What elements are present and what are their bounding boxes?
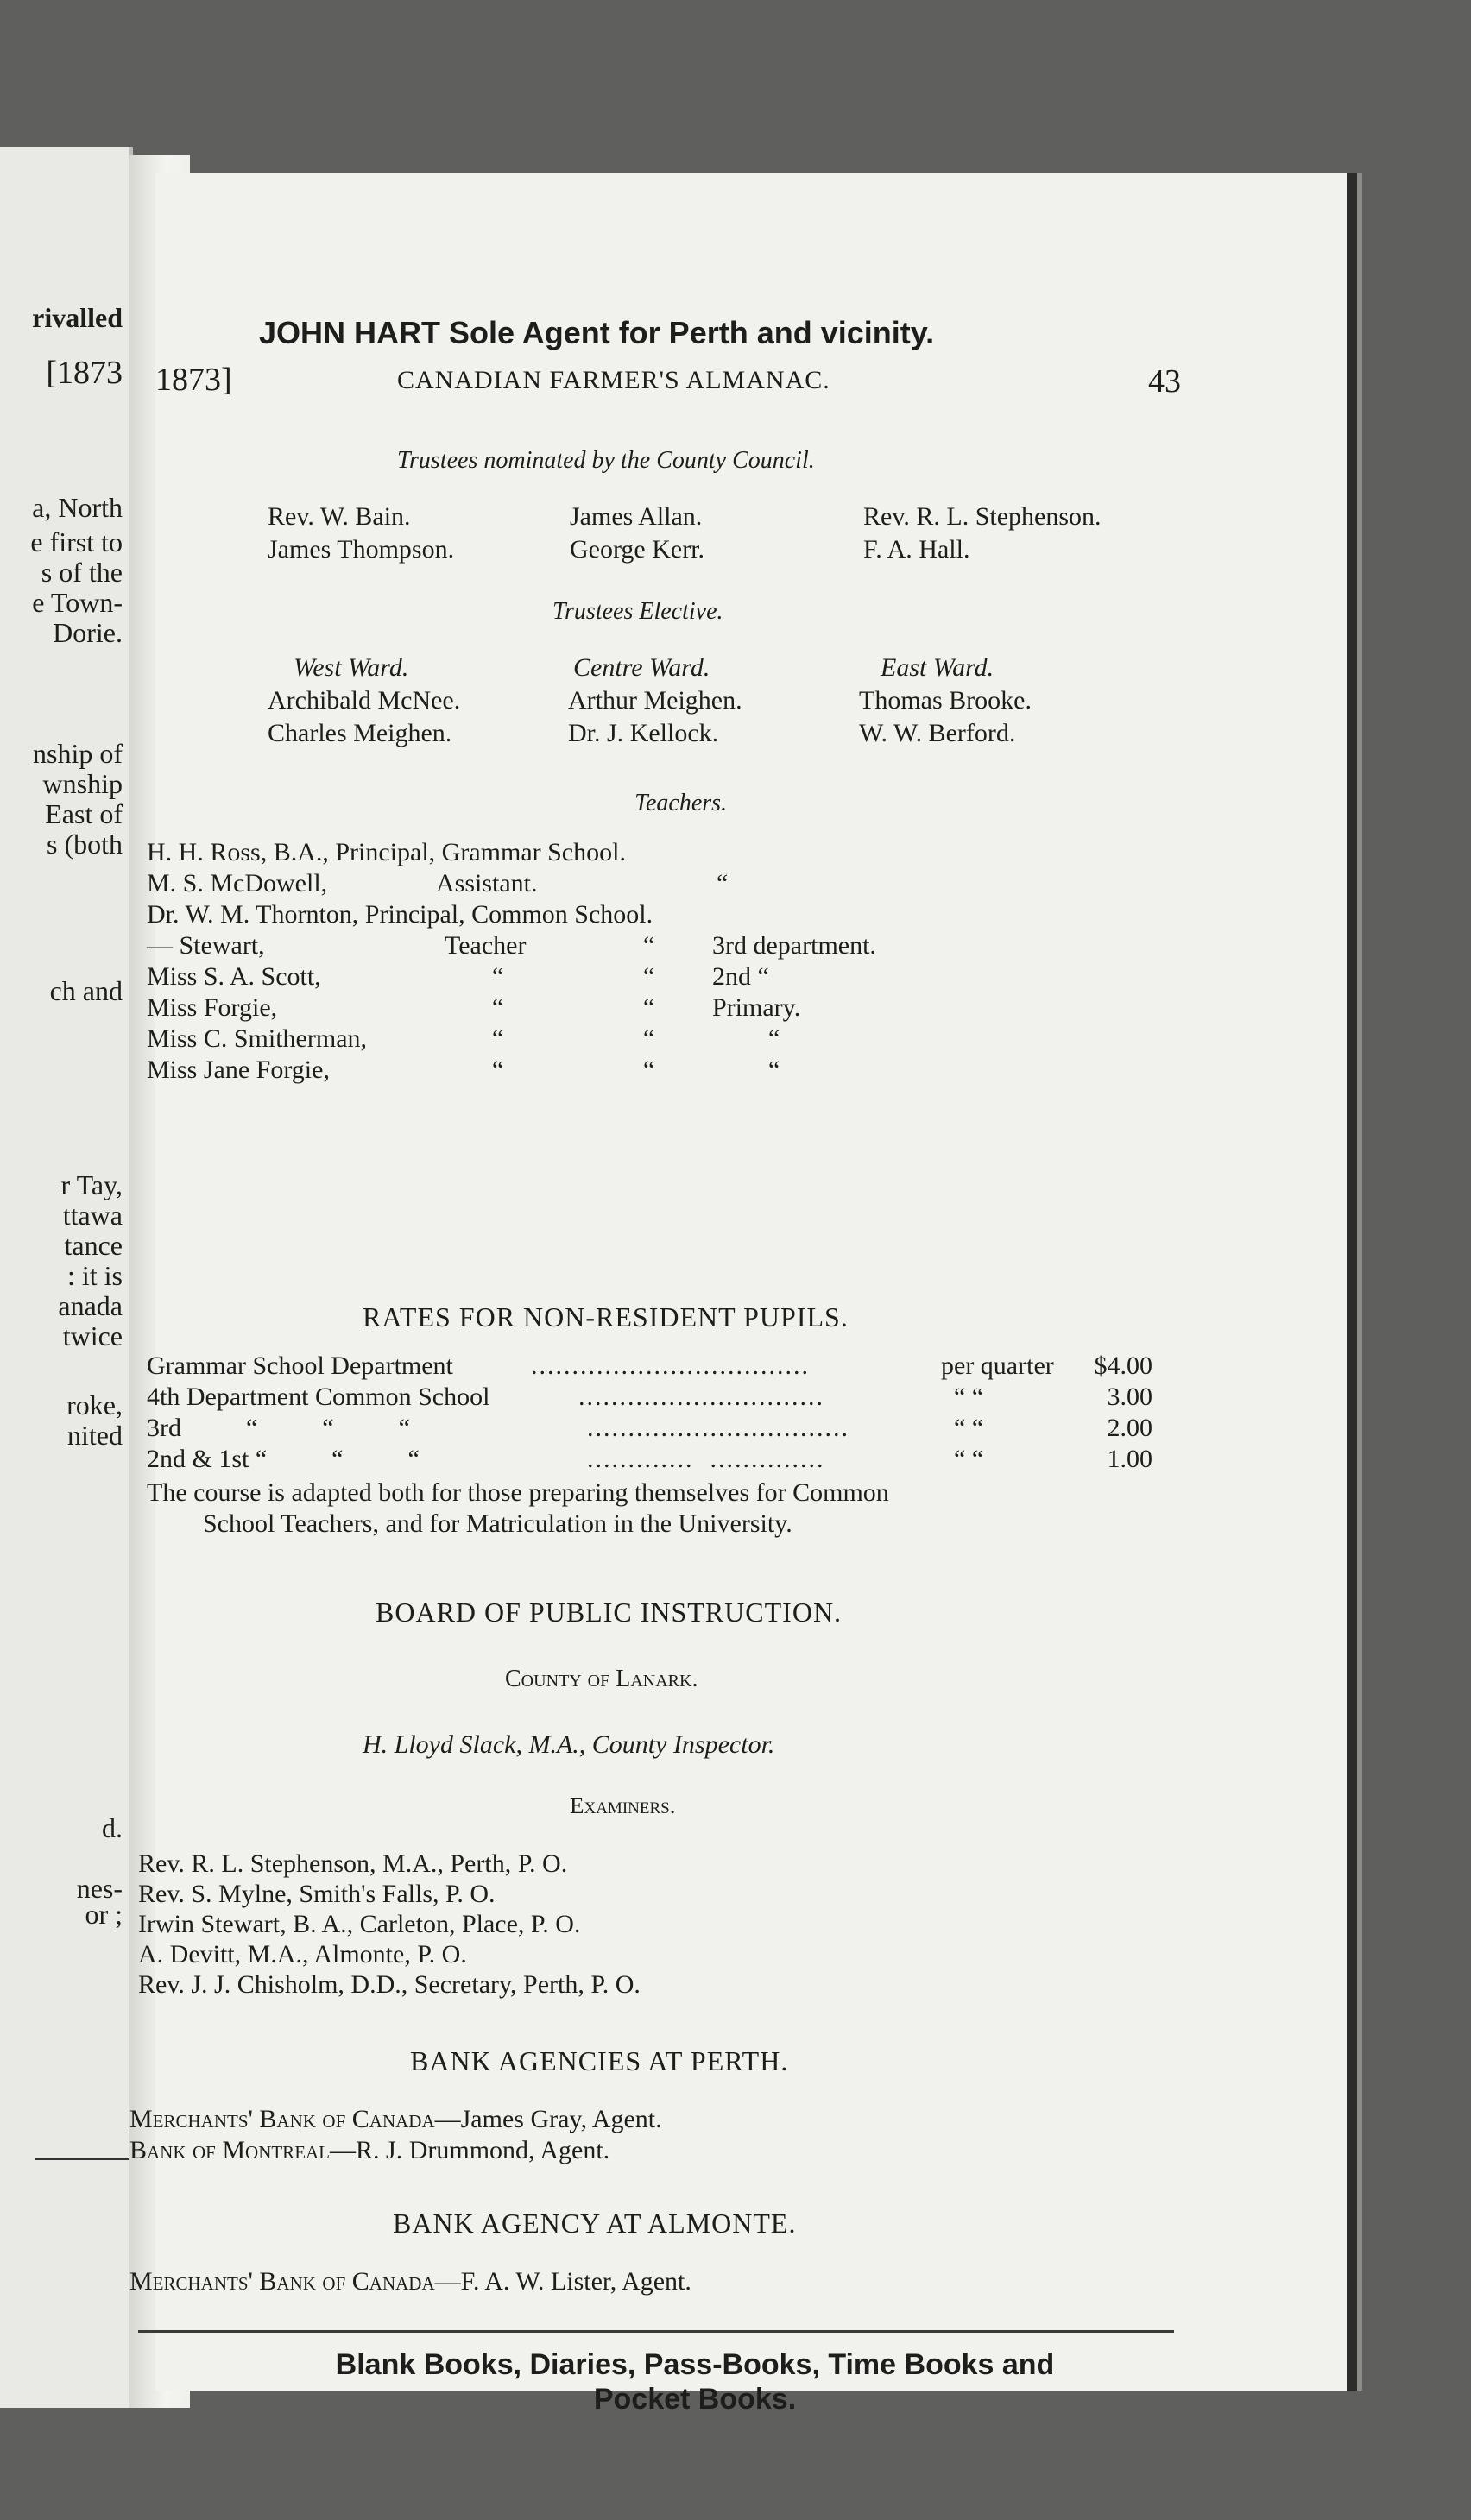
teacher-role: “	[492, 962, 504, 991]
bank-perth-heading: BANK AGENCIES AT PERTH.	[410, 2045, 789, 2076]
trustees-elective-heading: Trustees Elective.	[552, 598, 723, 625]
teacher-row	[147, 1055, 1183, 1086]
trustee-name: James Allan.	[570, 502, 703, 531]
ward-member: Charles Meighen.	[268, 719, 452, 747]
examiner: Rev. R. L. Stephenson, M.A., Perth, P. O.	[138, 1849, 568, 1878]
rates-table	[147, 1351, 1165, 1475]
ward-west	[268, 652, 460, 750]
examiners-heading: Examiners.	[570, 1792, 676, 1818]
page-number: 43	[1148, 363, 1181, 400]
bank-line	[129, 2135, 662, 2166]
teachers-heading: Teachers.	[634, 790, 728, 816]
rate-leader: ............. ..............	[587, 1445, 825, 1473]
rate-period: “ “	[954, 1445, 984, 1473]
left-page-fragment: nes-	[76, 1873, 123, 1904]
teacher-role: Assistant.	[436, 869, 538, 898]
rate-row	[147, 1413, 1165, 1444]
left-page-fragment: : it is	[66, 1260, 123, 1291]
left-page-fragment: [1873	[46, 355, 123, 391]
board-inspector: H. Lloyd Slack, M.A., County Inspector.	[363, 1730, 775, 1759]
ward-centre	[568, 652, 742, 750]
teacher-row	[147, 961, 1183, 992]
rate-label: 2nd & 1st “ “ “	[147, 1445, 420, 1473]
teacher-school: “	[643, 962, 655, 991]
trustees-council-heading: Trustees nominated by the County Council.	[397, 447, 815, 474]
teacher-dept: Primary.	[712, 993, 801, 1022]
rate-amount: $4.00	[1094, 1351, 1152, 1380]
teacher-role: “	[492, 1024, 504, 1053]
left-page-fragment: s of the	[41, 557, 123, 588]
trustee-name: George Kerr.	[570, 535, 705, 564]
rate-leader: ..............................	[578, 1383, 824, 1411]
trustee-name: Rev. R. L. Stephenson.	[863, 502, 1102, 531]
examiner: Rev. S. Mylne, Smith's Falls, P. O.	[138, 1880, 496, 1908]
teacher-school: “	[643, 1024, 655, 1053]
trustees-council-col1	[268, 501, 454, 566]
teacher-role: “	[492, 1055, 504, 1084]
examiners-list	[138, 1849, 641, 2000]
left-page-fragment: or ;	[85, 1899, 123, 1930]
teacher-name: Miss Forgie,	[147, 993, 278, 1022]
bank-perth-list	[129, 2104, 662, 2166]
ward-member: W. W. Berford.	[859, 719, 1016, 747]
left-page-fragment: East of	[45, 798, 123, 829]
trustees-council-col3	[863, 501, 1102, 566]
teacher-dept: 3rd department.	[712, 931, 876, 960]
teacher-row	[147, 930, 1183, 961]
teacher-name: Dr. W. M. Thornton, Principal, Common School.	[147, 900, 653, 929]
left-page-fragment: e first to	[30, 526, 123, 558]
ward-member: Thomas Brooke.	[859, 686, 1032, 715]
rate-row	[147, 1351, 1165, 1382]
examiner: A. Devitt, M.A., Almonte, P. O.	[138, 1940, 467, 1969]
examiner: Rev. J. J. Chisholm, D.D., Secretary, Perth, P. O.	[138, 1970, 641, 1999]
rate-amount: 3.00	[1107, 1383, 1152, 1411]
footer-advert-line: Pocket Books.	[593, 2383, 797, 2416]
teacher-row	[147, 868, 1183, 899]
rate-leader: ................................	[587, 1414, 849, 1442]
left-page-fragment: anada	[58, 1290, 123, 1321]
bank-agent: —James Gray, Agent.	[434, 2105, 662, 2133]
bank-agent: —R. J. Drummond, Agent.	[330, 2136, 610, 2164]
teacher-school: “	[717, 869, 729, 898]
ward-member: Arthur Meighen.	[568, 686, 742, 715]
left-page-fragment: twice	[62, 1320, 123, 1351]
trustee-name: Rev. W. Bain.	[268, 502, 411, 531]
teacher-role: “	[492, 993, 504, 1022]
left-page-fragment: nship of	[33, 738, 123, 769]
teacher-row	[147, 1024, 1183, 1055]
header-advert: JOHN HART Sole Agent for Perth and vicinity.	[259, 315, 935, 350]
left-page-fragment: rivalled	[32, 302, 123, 333]
teachers-list	[147, 837, 1183, 1086]
left-page-fragment: Dorie.	[53, 617, 123, 648]
rate-leader: ..................................	[531, 1351, 810, 1380]
rates-note	[147, 1477, 889, 1540]
board-heading: BOARD OF PUBLIC INSTRUCTION.	[376, 1597, 843, 1628]
left-page-fragment: tance	[64, 1230, 123, 1261]
ward-name: Centre Ward.	[573, 653, 710, 682]
left-page-fragment: e Town-	[32, 587, 123, 618]
header-year: 1873]	[155, 362, 232, 398]
teacher-name: H. H. Ross, B.A., Principal, Grammar School.	[147, 838, 626, 866]
left-page-fragment: a, North	[32, 492, 123, 523]
left-page-rule	[35, 2158, 129, 2160]
bank-name: Merchants' Bank of Canada	[129, 2105, 435, 2133]
left-page-fragment: s (both	[47, 828, 123, 860]
footer-rule	[138, 2330, 1174, 2333]
rates-note-line: School Teachers, and for Matriculation in the University.	[203, 1509, 792, 1538]
rates-heading: RATES FOR NON-RESIDENT PUPILS.	[363, 1301, 849, 1332]
teacher-name: Miss Jane Forgie,	[147, 1055, 330, 1084]
footer-advert-line: Blank Books, Diaries, Pass-Books, Time Books and	[335, 2348, 1055, 2381]
rate-amount: 2.00	[1107, 1414, 1152, 1442]
bank-almonte-heading: BANK AGENCY AT ALMONTE.	[393, 2208, 797, 2239]
trustees-council-col2	[570, 501, 704, 566]
rate-period: “ “	[954, 1414, 984, 1442]
examiner: Irwin Stewart, B. A., Carleton, Place, P. O.	[138, 1910, 581, 1938]
bank-agent: —F. A. W. Lister, Agent.	[434, 2267, 691, 2296]
left-page-fragment: wnship	[42, 768, 123, 799]
teacher-dept: 2nd “	[712, 962, 769, 991]
almanac-page	[129, 173, 1357, 2416]
board-county: County of Lanark.	[505, 1666, 698, 1692]
teacher-name: M. S. McDowell,	[147, 869, 328, 898]
teacher-name: Miss S. A. Scott,	[147, 962, 321, 991]
teacher-school: “	[643, 931, 655, 960]
teacher-role: Teacher	[445, 931, 527, 960]
teacher-name: — Stewart,	[147, 931, 265, 960]
ward-name: East Ward.	[881, 653, 994, 682]
left-page-fragment: roke,	[66, 1389, 123, 1421]
rate-period: per quarter	[941, 1351, 1054, 1380]
teacher-school: “	[643, 993, 655, 1022]
left-page-edge	[0, 147, 133, 2408]
rate-row	[147, 1382, 1165, 1413]
left-page-fragment: ch and	[49, 975, 123, 1006]
teacher-name: Miss C. Smitherman,	[147, 1024, 368, 1053]
ward-east	[859, 652, 1032, 750]
left-page-fragment: ttawa	[62, 1200, 123, 1231]
rate-row	[147, 1444, 1165, 1475]
rate-label: Grammar School Department	[147, 1351, 453, 1380]
teacher-row	[147, 837, 1183, 868]
bank-name: Bank of Montreal	[129, 2136, 331, 2164]
trustee-name: James Thompson.	[268, 535, 455, 564]
teacher-dept: “	[768, 1055, 780, 1084]
rate-period: “ “	[954, 1383, 984, 1411]
rate-label: 3rd “ “ “	[147, 1414, 410, 1442]
left-page-fragment: nited	[67, 1420, 123, 1451]
teacher-row	[147, 899, 1183, 930]
header-title: CANADIAN FARMER'S ALMANAC.	[397, 366, 830, 394]
teacher-school: “	[643, 1055, 655, 1084]
bank-line	[129, 2267, 691, 2296]
rate-amount: 1.00	[1107, 1445, 1152, 1473]
bank-line	[129, 2104, 662, 2135]
ward-member: Archibald McNee.	[268, 686, 461, 715]
teacher-row	[147, 992, 1183, 1024]
teacher-dept: “	[768, 1024, 780, 1053]
bank-name: Merchants' Bank of Canada	[129, 2267, 435, 2296]
left-page-fragment: d.	[102, 1812, 123, 1843]
rates-note-line: The course is adapted both for those preparing themselves for Common	[147, 1478, 889, 1507]
rate-label: 4th Department Common School	[147, 1383, 490, 1411]
footer-advert	[155, 2347, 1234, 2416]
ward-member: Dr. J. Kellock.	[568, 719, 719, 747]
left-page-fragment: r Tay,	[60, 1169, 123, 1200]
trustee-name: F. A. Hall.	[863, 535, 970, 564]
ward-name: West Ward.	[294, 653, 409, 682]
